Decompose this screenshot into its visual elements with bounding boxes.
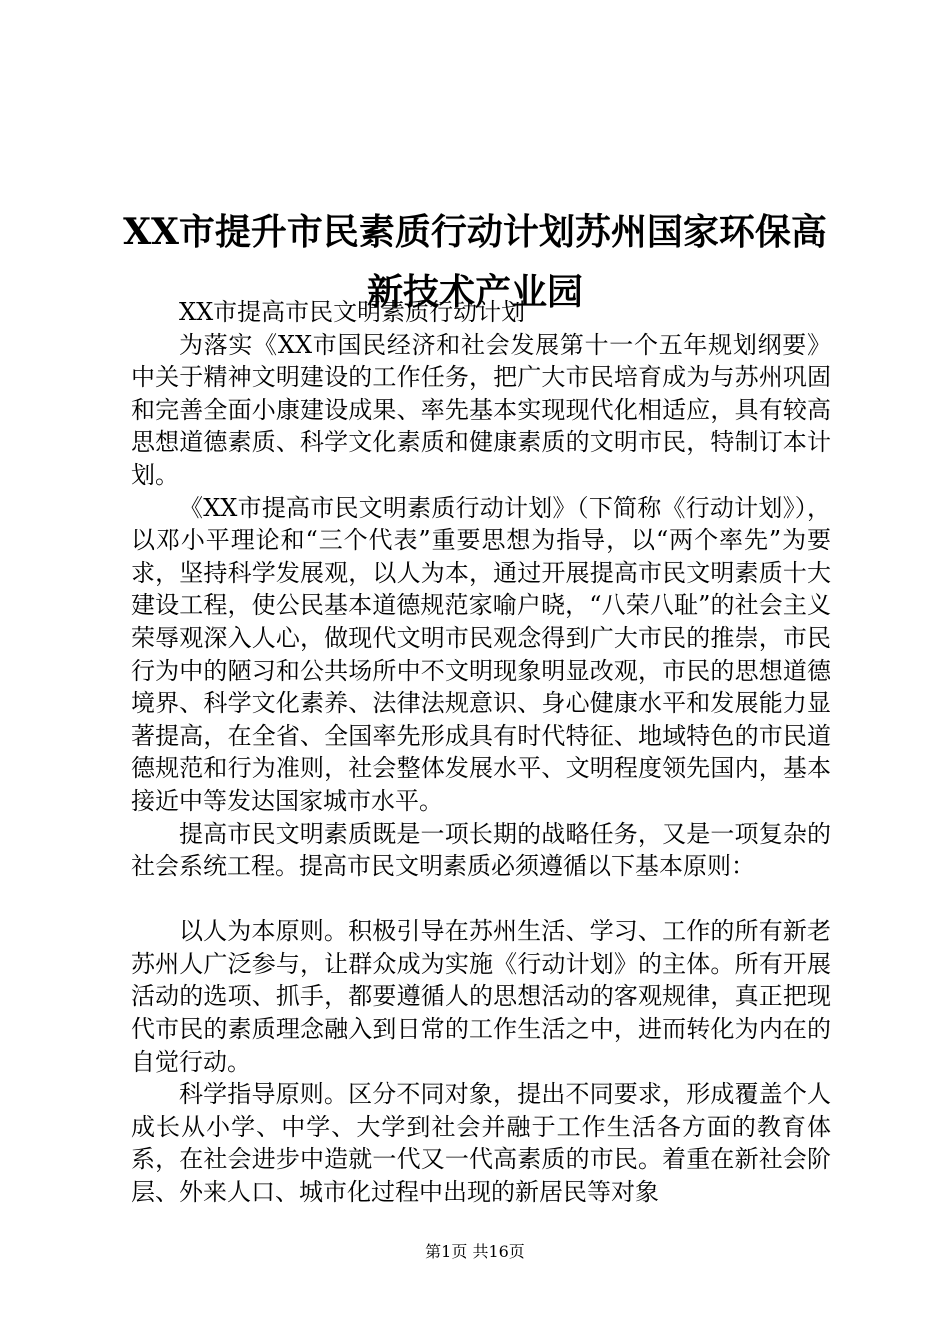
- paragraph-4: 以人为本原则。积极引导在苏州生活、学习、工作的所有新老苏州人广泛参与，让群众成为实施《行动计划》的主体。所有开展活动的选项、抓手，都要遵循人的思想活动的客观规律，真正把现代市民的素质理念融入到日常的工作生活之中，进而转化为内在的自觉行动。: [131, 917, 831, 1076]
- page-footer: 第1页 共16页: [425, 1242, 525, 1261]
- document-subtitle: XX市提高市民文明素质行动计划: [179, 298, 526, 326]
- paragraph-spacer: [131, 883, 831, 916]
- paragraph-3: 提高市民文明素质既是一项长期的战略任务，又是一项复杂的社会系统工程。提高市民文明素质必须遵循以下基本原则：: [131, 819, 831, 881]
- document-title: XX市提升市民素质行动计划苏州国家环保高新技术产业园: [123, 211, 827, 314]
- paragraph-2: 《XX市提高市民文明素质行动计划》（下简称《行动计划》），以邓小平理论和“三个代表”重要思想为指导，以“两个率先”为要求，坚持科学发展观，以人为本，通过开展提高市民文明素质十大建设工程，使公民基本道德规范家喻户晓，“八荣八耻”的社会主义荣辱观深入人心，做现代文明市民观念得到广大市民的推崇，市民行为中的陋习和公共场所中不文明现象明显改观，市民的思想道德境界、科学文化素养、法律法规意识、身心健康水平和发展能力显著提高，在全省、全国率先形成具有时代特征、地域特色的市民道德规范和行为准则，社会整体发展水平、文明程度领先国内，基本接近中等发达国家城市水平。: [131, 493, 831, 815]
- paragraph-1: 为落实《XX市国民经济和社会发展第十一个五年规划纲要》中关于精神文明建设的工作任务，把广大市民培育成为与苏州巩固和完善全面小康建设成果、率先基本实现现代化相适应，具有较高思想道德素质、科学文化素质和健康素质的文明市民，特制订本计划。: [131, 330, 831, 489]
- paragraph-5: 科学指导原则。区分不同对象，提出不同要求，形成覆盖个人成长从小学、中学、大学到社会并融于工作生活各方面的教育体系，在社会进步中造就一代又一代高素质的市民。着重在新社会阶层、外来人口、城市化过程中出现的新居民等对象: [131, 1080, 831, 1207]
- document-body: [131, 296, 831, 1209]
